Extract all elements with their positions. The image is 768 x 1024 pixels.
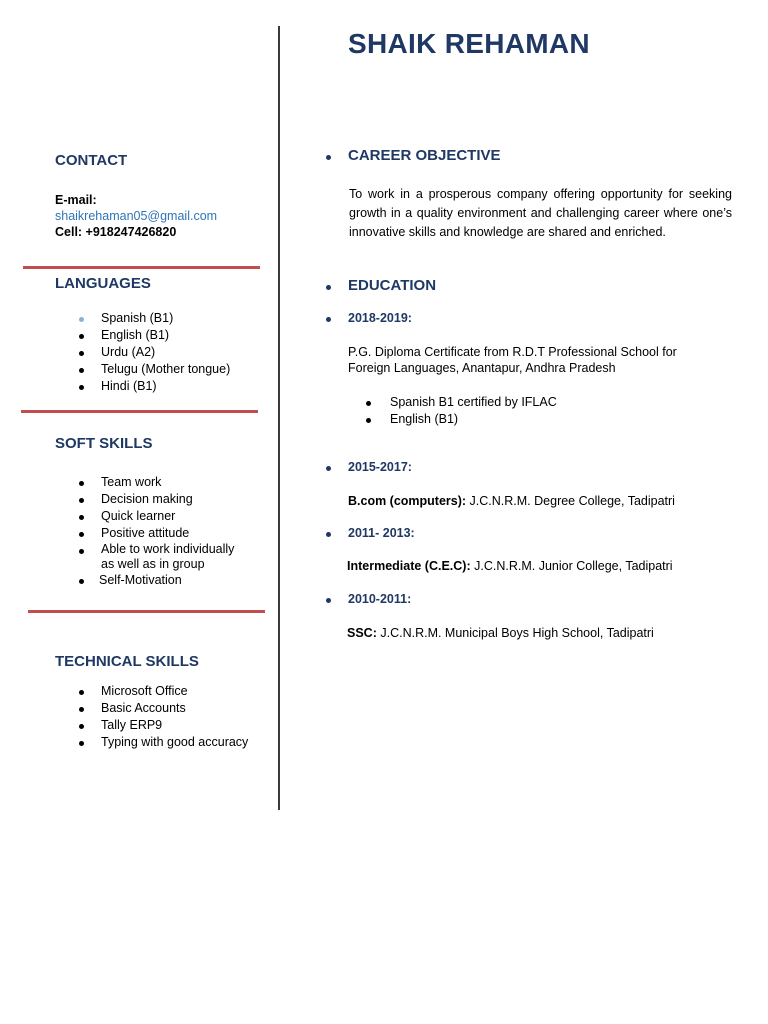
contact-heading: CONTACT [55,152,128,169]
email-label: E-mail: [55,193,97,207]
bullet-icon [79,741,84,746]
bullet-icon [366,401,371,406]
bullet-icon [79,515,84,520]
soft-skills-list [79,474,234,589]
list-item: Hindi (B1) [79,378,230,395]
career-objective-text: To work in a prosperous company offering opportunity for seeking growth in a quality environment and challenging career where one’s innovative skills and knowledge are shared and enriched. [349,187,732,239]
list-item: Decision making [79,491,234,508]
bullet-icon [326,317,331,322]
education-heading: EDUCATION [348,277,437,294]
bullet-icon [79,368,84,373]
education-detail: P.G. Diploma Certificate from R.D.T Professional School for Foreign Languages, Anantapur, Andhra Pradesh [348,345,677,375]
list-item: Self-Motivation [79,572,234,589]
list-item: English (B1) [366,411,557,428]
bullet-icon [79,532,84,537]
career-objective-heading: CAREER OBJECTIVE [348,147,501,164]
technical-skills-list [79,683,248,751]
certification-list [366,394,557,428]
vertical-divider [278,26,280,810]
bullet-icon [79,351,84,356]
list-item: Spanish (B1) [79,310,230,327]
bullet-icon [326,285,331,290]
cell-number: Cell: +918247426820 [55,225,177,239]
education-detail: SSC: J.C.N.R.M. Municipal Boys High School, Tadipatri [347,626,654,640]
languages-list [79,310,230,395]
bullet-icon [79,481,84,486]
list-item: Telugu (Mother tongue) [79,361,230,378]
education-year: 2010-2011: [348,592,412,606]
bullet-icon [79,724,84,729]
list-item: Microsoft Office [79,683,248,700]
section-rule [21,410,258,413]
list-item: Team work [79,474,234,491]
candidate-name: SHAIK REHAMAN [348,28,590,59]
bullet-icon [326,155,331,160]
bullet-icon [326,598,331,603]
bullet-icon [326,532,331,537]
list-item: Typing with good accuracy [79,734,248,751]
contact-block [55,192,217,240]
soft-skills-heading: SOFT SKILLS [55,435,153,452]
education-year: 2011- 2013: [348,526,415,540]
bullet-icon [79,707,84,712]
section-rule [23,266,260,269]
bullet-icon [79,579,84,584]
section-rule [28,610,265,613]
list-item: Urdu (A2) [79,344,230,361]
bullet-icon [366,418,371,423]
education-detail: B.com (computers): J.C.N.R.M. Degree College, Tadipatri [348,494,675,508]
bullet-icon [79,334,84,339]
languages-heading: LANGUAGES [55,275,151,292]
list-item: Positive attitude [79,525,234,542]
email-link[interactable]: shaikrehaman05@gmail.com [55,209,218,223]
bullet-icon [79,317,84,322]
bullet-icon [79,385,84,390]
list-item: Tally ERP9 [79,717,248,734]
bullet-icon [326,466,331,471]
education-detail: Intermediate (C.E.C): J.C.N.R.M. Junior College, Tadipatri [347,559,673,573]
bullet-icon [79,549,84,554]
bullet-icon [79,498,84,503]
education-year: 2018-2019: [348,311,412,325]
list-item: Quick learner [79,508,234,525]
education-year: 2015-2017: [348,460,412,474]
bullet-icon [79,690,84,695]
technical-skills-heading: TECHNICAL SKILLS [55,653,199,670]
list-item: English (B1) [79,327,230,344]
list-item: Basic Accounts [79,700,248,717]
list-item: Able to work individually as well as in group [79,542,234,572]
list-item: Spanish B1 certified by IFLAC [366,394,557,411]
